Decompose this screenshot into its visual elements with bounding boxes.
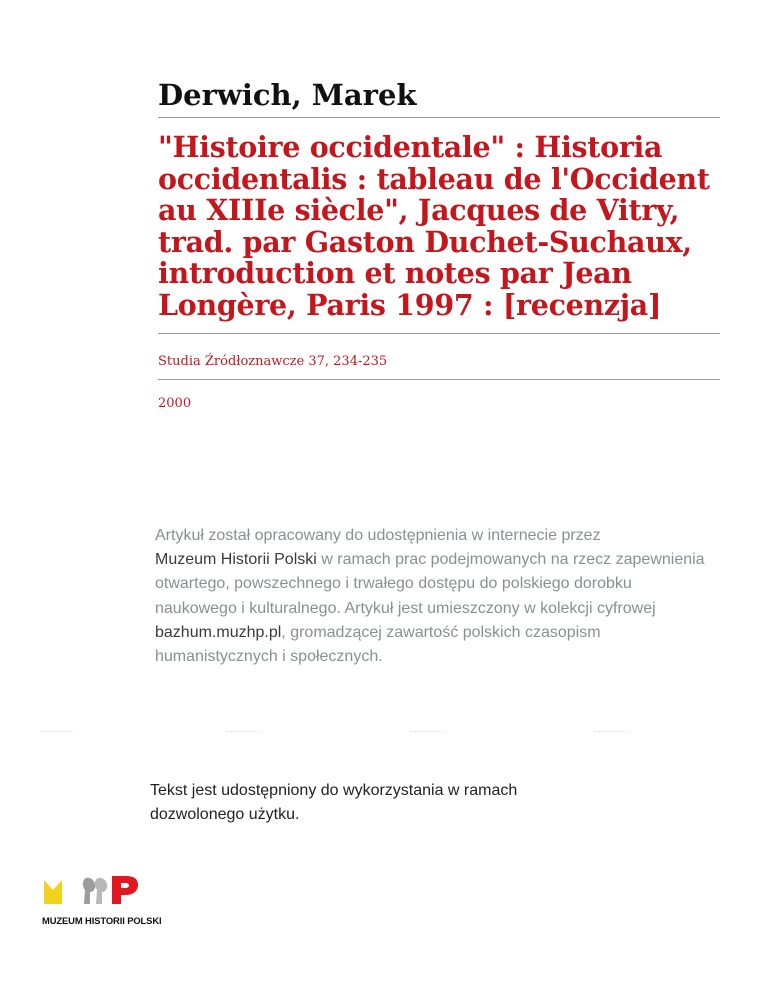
notice-text: w ramach prac podejmowanych na rzecz zapewnienia otwartego, powszechnego i trwałego dostępu do polskiego dorobku naukowego i kulturalnego. Artykuł jest umieszczony w kolekcji cyfrowej — [155, 551, 705, 617]
separator-dots — [410, 731, 444, 732]
logo-caption: MUZEUM HISTORII POLSKI — [42, 915, 162, 926]
logo-p-icon — [112, 876, 138, 904]
institution-name: Muzeum Historii Polski — [155, 551, 317, 569]
notice-text: Artykuł został opracowany do udostępnienia w internecie przez — [155, 527, 601, 544]
availability-notice — [155, 524, 715, 669]
publication-year: 2000 — [158, 396, 192, 411]
divider — [158, 117, 720, 118]
separator-dots — [226, 731, 260, 732]
license-text: Tekst jest udostępniony do wykorzystania w ramach dozwolonego użytku. — [150, 782, 518, 823]
separator-dots — [40, 731, 74, 732]
author-name: Derwich, Marek — [158, 78, 417, 112]
bazhum-link[interactable]: bazhum.muzhp.pl — [155, 623, 282, 641]
document-title: "Histoire occidentale" : Historia occidentalis : tableau de l'Occident au XIIIe siècle", Jacques de Vitry, trad. par Gaston Duchet-Suchaux, introduction et notes par Jean Longère, Paris 1997 : [recenzja] — [158, 130, 710, 322]
separator-dots — [594, 731, 628, 732]
logo-h-icon — [83, 878, 107, 904]
logo-m-icon — [44, 880, 62, 904]
museum-logo — [42, 872, 162, 920]
notice-text: , gromadzącej zawartość polskich czasopism humanistycznych i społecznych. — [155, 623, 601, 666]
source-citation: Studia Źródłoznawcze 37, 234-235 — [158, 354, 388, 369]
divider — [158, 333, 720, 334]
divider — [158, 379, 720, 380]
